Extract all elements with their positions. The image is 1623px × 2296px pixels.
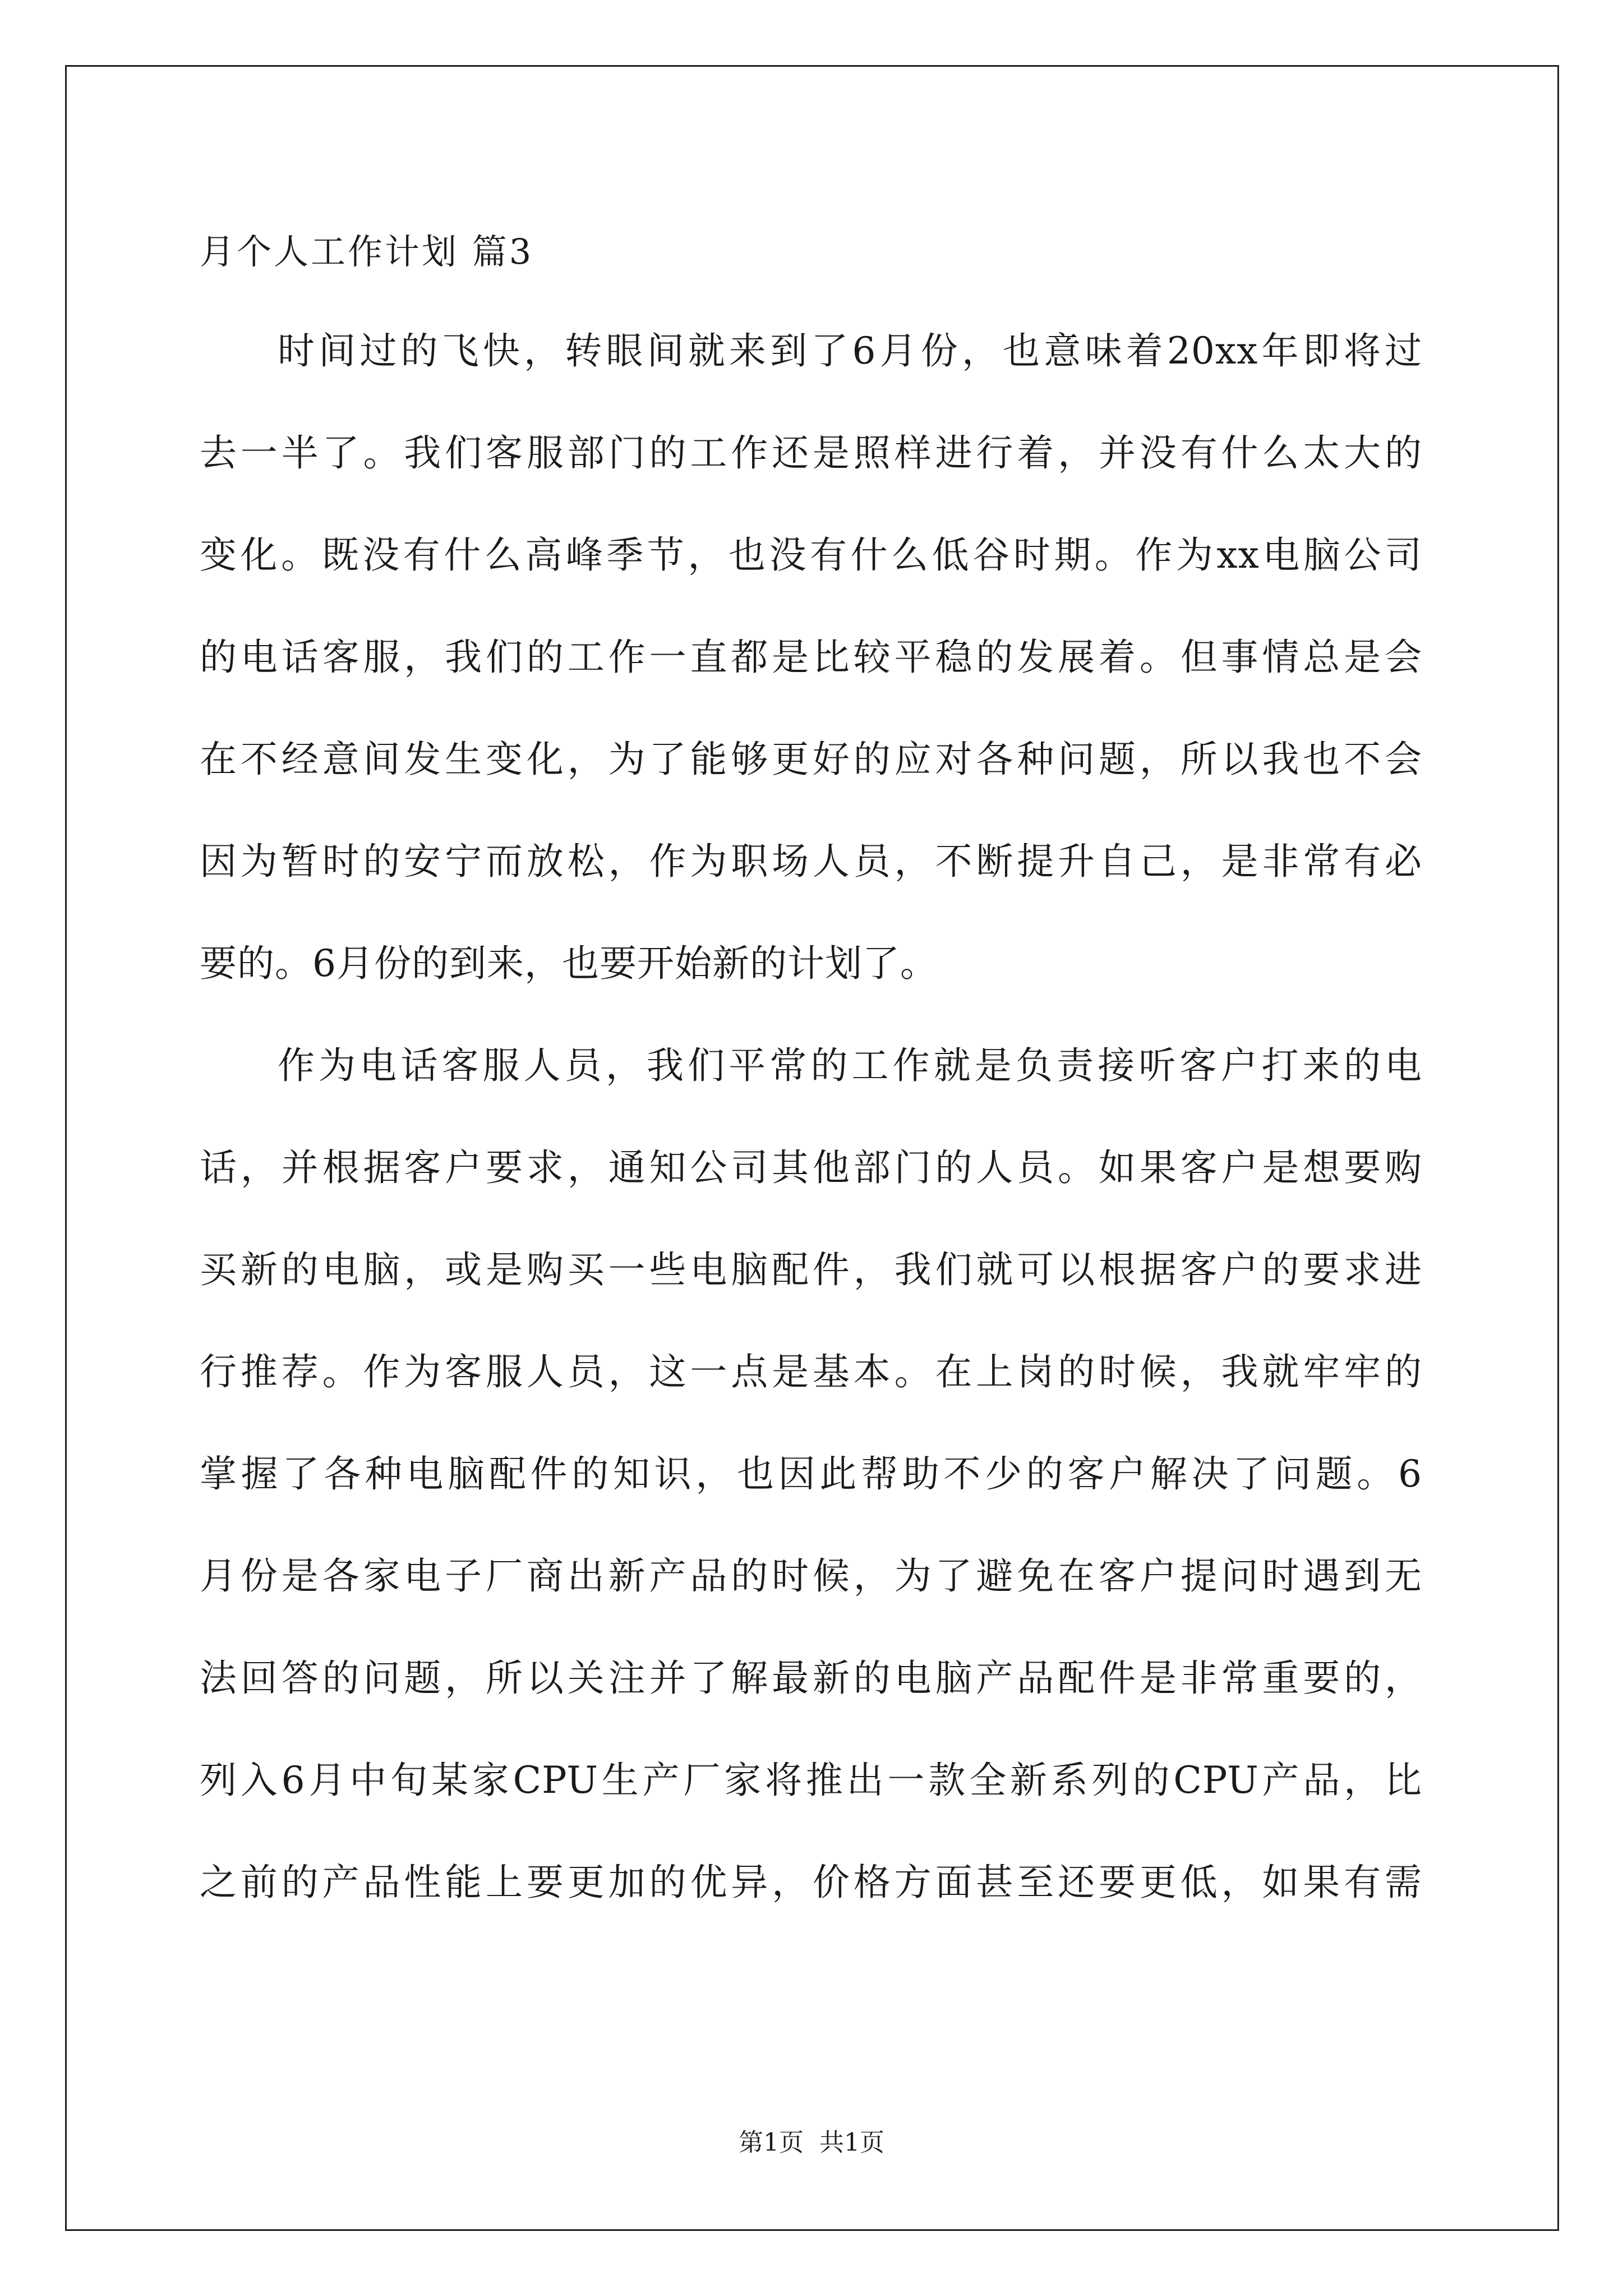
paragraph-2-line-2: 话，并根据客户要求，通知公司其他部门的人员。如果客户是想要购 (200, 1146, 1422, 1189)
paragraph-1-line-3: 变化。既没有什么高峰季节，也没有什么低谷时期。作为xx电脑公司 (200, 533, 1422, 577)
paragraph-2-line-3: 买新的电脑，或是购买一些电脑配件，我们就可以根据客户的要求进 (200, 1248, 1422, 1291)
paragraph-1-line-2: 去一半了。我们客服部门的工作还是照样进行着，并没有什么太大的 (200, 431, 1422, 475)
paragraph-2-line-9: 之前的产品性能上要更加的优异，价格方面甚至还要更低，如果有需 (200, 1861, 1422, 1904)
paragraph-1-line-6: 因为暂时的安宁而放松，作为职场人员，不断提升自己，是非常有必 (200, 840, 1422, 883)
paragraph-2-line-5: 掌握了各种电脑配件的知识，也因此帮助不少的客户解决了问题。6 (200, 1452, 1422, 1496)
paragraph-1-line-7: 要的。6月份的到来，也要开始新的计划了。 (200, 942, 938, 985)
paragraph-2-line-8: 列入6月中旬某家CPU生产厂家将推出一款全新系列的CPU产品，比 (200, 1759, 1422, 1802)
paragraph-2-line-6: 月份是各家电子厂商出新产品的时候，为了避免在客户提问时遇到无 (200, 1554, 1422, 1598)
paragraph-1-line-1: 时间过的飞快，转眼间就来到了6月份，也意味着20xx年即将过 (278, 329, 1422, 372)
paragraph-2-line-4: 行推荐。作为客服人员，这一点是基本。在上岗的时候，我就牢牢的 (200, 1350, 1422, 1393)
page-number-footer: 第1页 共1页 (739, 2128, 884, 2157)
paragraph-2-line-1: 作为电话客服人员，我们平常的工作就是负责接听客户打来的电 (278, 1044, 1422, 1087)
paragraph-2-line-7: 法回答的问题，所以关注并了解最新的电脑产品配件是非常重要的， (200, 1657, 1422, 1700)
page-title: 月个人工作计划 篇3 (200, 231, 534, 272)
paragraph-1-line-5: 在不经意间发生变化，为了能够更好的应对各种问题，所以我也不会 (200, 738, 1422, 781)
paragraph-1-line-4: 的电话客服，我们的工作一直都是比较平稳的发展着。但事情总是会 (200, 636, 1422, 679)
